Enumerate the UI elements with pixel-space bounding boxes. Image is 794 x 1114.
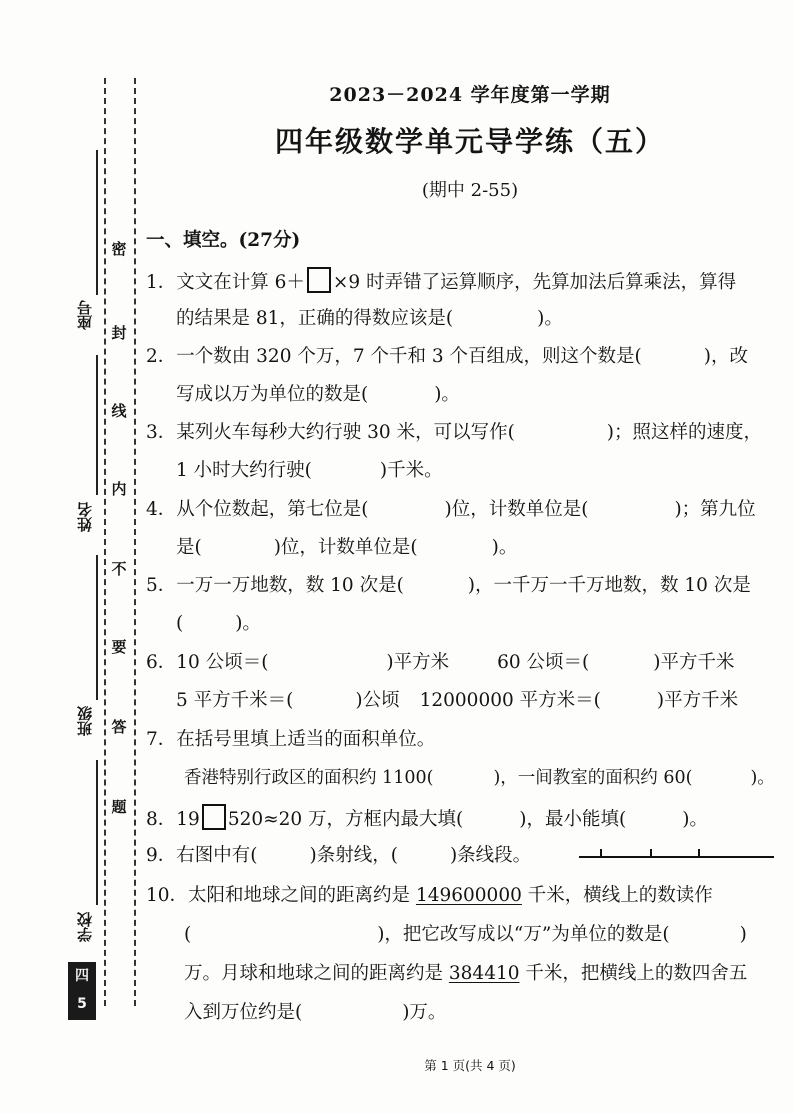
question-4-line-2 [176, 535, 517, 561]
q8-text-d: )。 [682, 809, 708, 830]
q4-text-c: )；第九位 [674, 499, 756, 520]
q8-text-b: 520≈20 万，方框内最大填( [227, 809, 464, 830]
q6-text-b: )平方米 [386, 652, 450, 673]
question-10-line-2 [184, 922, 747, 948]
question-6-line-2 [176, 688, 738, 714]
seal-char-6: 要 [111, 638, 127, 656]
q1-text-d: )。 [537, 308, 563, 329]
q3-text-d: )千米。 [379, 460, 443, 481]
q9-text-a: 9．右图中有( [146, 845, 258, 866]
q5-text-d: )。 [235, 613, 261, 634]
seal-char-2: 封 [111, 324, 127, 342]
question-7-line-1: 7．在括号里填上适当的面积单位。 [146, 729, 436, 750]
school-label: 学校 [76, 912, 94, 942]
q6-text-e: 5 平方千米＝( [176, 690, 294, 711]
page-footer: 第 1 页(共 4 页) [424, 1058, 516, 1073]
seal-char-3: 线 [111, 402, 127, 420]
question-3-line-1 [146, 420, 762, 446]
q2-text-d: )。 [434, 384, 460, 405]
q10-text-i: )万。 [402, 1002, 447, 1023]
q1-text-b: ×9 时弄错了运算顺序，先算加法后算乘法，算得 [332, 272, 737, 293]
question-7-line-2 [184, 765, 775, 791]
seal-char-4: 内 [111, 480, 127, 498]
q6-text-h: )平方千米 [656, 690, 739, 711]
answer-box[interactable] [307, 267, 331, 293]
seat-label: 座号 [76, 300, 94, 330]
q4-text-a: 4．从个位数起，第七位是( [146, 499, 369, 520]
q6-text-a: 6．10 公顷＝( [146, 652, 269, 673]
q2-text-b: )，改 [703, 346, 748, 367]
q1-text-a: 1．文文在计算 6＋ [146, 272, 305, 293]
q3-text-a: 3．某列火车每秒大约行驶 30 米，可以写作( [146, 422, 515, 443]
class-line [96, 555, 98, 700]
ray-figure-line [579, 856, 774, 858]
question-6-line-1 [146, 650, 735, 676]
answer-box[interactable] [202, 804, 226, 830]
question-1-line-2 [176, 306, 563, 332]
binding-dash-line-right [134, 78, 136, 1006]
q9-text-b: )条射线，( [309, 845, 398, 866]
question-2-line-2 [176, 382, 460, 408]
q7-text-c: )。 [750, 768, 775, 788]
question-8-line [146, 804, 708, 833]
class-label: 班级 [76, 706, 94, 736]
q10-text-h: 入到万位约是( [184, 1002, 303, 1023]
q6-text-g: 12000000 平方米＝( [419, 690, 601, 711]
page-title: 四年级数学单元导学练（五） [274, 125, 665, 158]
q3-text-b: )；照这样的速度， [606, 422, 763, 443]
question-10-line-4 [184, 1000, 446, 1026]
q4-text-b: )位，计数单位是( [444, 499, 589, 520]
q10-text-e: ) [739, 924, 747, 945]
stamp-digit: 5 [77, 996, 87, 1012]
question-2-line-1 [146, 344, 748, 370]
q10-text-a: 10．太阳和地球之间的距离约是 [146, 885, 416, 906]
seal-char-8: 题 [111, 798, 127, 816]
stamp-char: 四 [75, 968, 89, 984]
q9-text-c: )条线段。 [449, 845, 532, 866]
school-line [96, 760, 98, 905]
q10-text-c: ( [184, 924, 192, 945]
q4-text-d: 是( [176, 537, 202, 558]
question-5-line-1 [146, 573, 751, 599]
seal-char-7: 答 [111, 718, 127, 736]
ray-figure-point [650, 849, 652, 858]
q5-text-a: 5．一万一万地数，数 10 次是( [146, 575, 404, 596]
q10-underlined-number: 384410 [448, 963, 520, 984]
q3-text-c: 1 小时大约行驶( [176, 460, 312, 481]
q7-text-b: )，一间教室的面积约 60( [493, 768, 693, 788]
ray-figure-point [698, 849, 700, 858]
q10-text-d: )，把它改写成以“万”为单位的数是( [377, 924, 670, 945]
seal-char-5: 不 [111, 560, 127, 578]
q5-text-c: ( [176, 613, 184, 634]
q10-text-f: 万。月球和地球之间的距离约是 [184, 963, 449, 984]
seat-line [96, 150, 98, 295]
q10-underlined-number: 149600000 [415, 885, 522, 906]
seal-char-1: 密 [111, 240, 127, 258]
q7-text-a: 香港特别行政区的面积约 1100( [184, 768, 434, 788]
binding-dash-line-left [104, 78, 106, 1006]
q1-text-c: 的结果是 81，正确的得数应该是( [176, 308, 454, 329]
q6-text-f: )公顷 [355, 690, 400, 711]
q4-text-e: )位，计数单位是( [273, 537, 418, 558]
q8-text-c: )，最小能填( [519, 809, 627, 830]
q4-text-f: )。 [491, 537, 518, 558]
q5-text-b: )，一千万一千万地数，数 10 次是 [467, 575, 751, 596]
question-4-line-1 [146, 497, 756, 523]
page-subtitle: (期中 2-55) [421, 180, 519, 201]
question-3-line-2 [176, 458, 443, 484]
q10-text-g: 千米，把横线上的数四舍五 [519, 963, 748, 984]
question-5-line-2 [176, 611, 261, 637]
q2-text-a: 2．一个数由 320 个万，7 个千和 3 个百组成，则这个数是( [146, 346, 642, 367]
page-stamp [68, 962, 96, 1020]
name-label: 姓名 [76, 502, 94, 532]
q10-text-b: 千米，横线上的数读作 [521, 885, 713, 906]
school-year: 2023－2024 学年度第一学期 [329, 84, 611, 106]
q2-text-c: 写成以万为单位的数是( [176, 384, 369, 405]
q8-text-a: 8．19 [146, 809, 200, 830]
name-line [96, 355, 98, 495]
question-1-line-1 [146, 267, 736, 296]
question-9-line [146, 843, 531, 869]
question-10-line-1 [146, 883, 713, 909]
q6-text-c: 60 公顷＝( [497, 652, 590, 673]
q6-text-d: )平方千米 [653, 652, 735, 673]
question-10-line-3 [184, 961, 747, 987]
section-heading: 一、填空。(27分) [146, 230, 301, 251]
ray-figure-point [600, 849, 602, 858]
